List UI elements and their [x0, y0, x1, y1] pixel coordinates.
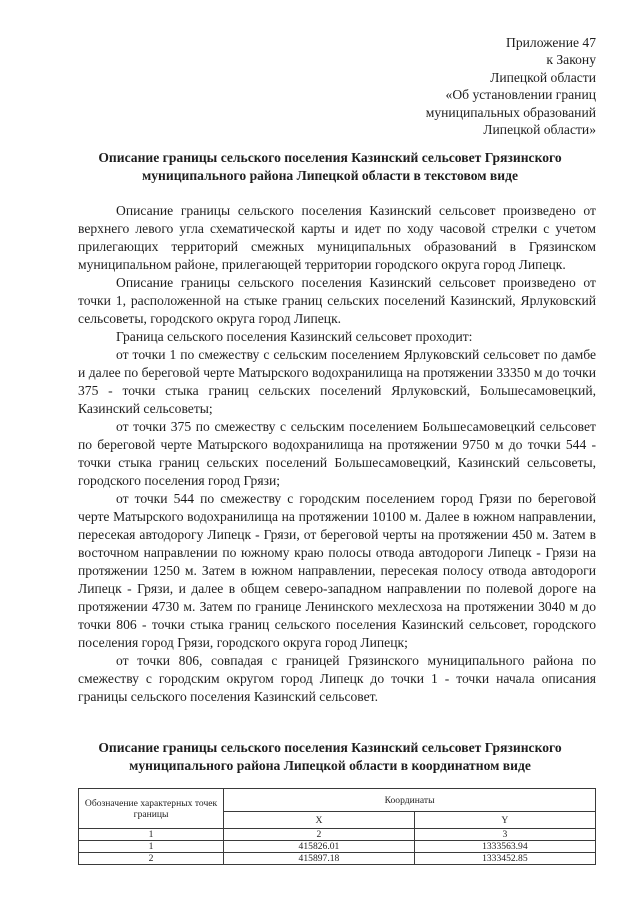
x-cell: 415897.18 [224, 853, 415, 865]
y-cell: 1333563.94 [414, 841, 595, 853]
title-line: муниципального района Липецкой области в текстовом виде [141, 168, 519, 183]
paragraph: от точки 375 по смежеству с сельским поселением Большесамовецкий сельсовет по береговой черте Матырского водохранилища на протяжении 9750 м до точки 544 - точки стыка границ сельских поселений Большесамовецкий, Казинский сельсоветы, городского поселения город Грязи; [78, 419, 596, 488]
column-number: 2 [224, 829, 415, 841]
appendix-header [336, 34, 596, 138]
title-line: муниципального района Липецкой области в координатном виде [129, 758, 531, 773]
paragraph: Граница сельского поселения Казинский сельсовет проходит: [116, 329, 473, 344]
y-column-header: Y [414, 812, 595, 829]
appendix-line: Приложение 47 [506, 35, 596, 50]
column-number: 1 [79, 829, 224, 841]
coordinates-table [78, 788, 596, 865]
appendix-line: Липецкой области» [483, 122, 596, 138]
title-line: Описание границы сельского поселения Казинский сельсовет Грязинского [98, 740, 562, 755]
table-row [79, 853, 596, 865]
column-number-row [79, 829, 596, 841]
coordinates-column-header: Координаты [224, 789, 596, 812]
text-description-title [60, 149, 600, 185]
appendix-line: муниципальных образований [425, 104, 596, 120]
paragraph: от точки 806, совпадая с границей Грязинского муниципального района по смежеству с городским округом город Липецк до точки 1 - точки начала описания границы сельского поселения Казинский сельсовет. [78, 653, 596, 704]
point-cell: 1 [79, 841, 224, 853]
title-line: Описание границы сельского поселения Казинский сельсовет Грязинского [98, 150, 562, 165]
y-cell: 1333452.85 [414, 853, 595, 865]
table-row [79, 841, 596, 853]
appendix-line: «Об установлении границ [445, 87, 596, 103]
point-column-header: Обозначение характерных точек границы [79, 789, 224, 829]
x-column-header: X [224, 812, 415, 829]
paragraph: Описание границы сельского поселения Казинский сельсовет произведено от верхнего левого угла схематической карты и идет по ходу часовой стрелки с учетом прилегающих территорий смежных муниципальных образований в Грязинском муниципальном районе, прилегающей территории городского округа город Липецк. [78, 203, 596, 272]
paragraph: от точки 544 по смежеству с городским поселением город Грязи по береговой черте Матырского водохранилища на протяжении 10100 м. Далее в южном направлении, пересекая автодорогу Липецк - Грязи, от береговой черты на протяжении 450 м. Затем в восточном направлении по южному краю полосы отвода автодороги Липецк - Грязи на протяжении 1250 м. Затем в южном направлении, пересекая полосу отвода автодороги Липецк - Грязи, и далее в общем северо-западном направлении по полевой дороге на протяжении 4730 м. Затем по границе Ленинского мехлесхоза на протяжении 3040 м до точки 806 - точки стыка границ сельского поселения Казинский сельсовет, городского поселения город Грязи, городского округа город Липецк; [78, 491, 596, 650]
paragraph: Описание границы сельского поселения Казинский сельсовет произведено от точки 1, расположенной на стыке границ сельских поселений Казинский, Ярлуковский сельсоветы, городского округа город Липецк. [78, 275, 596, 326]
paragraph: от точки 1 по смежеству с сельским поселением Ярлуковский сельсовет по дамбе и далее по береговой черте Матырского водохранилища на протяжении 33350 м до точки 375 - точки стыка границ сельских поселений Ярлуковский, Большесамовецкий, Казинский сельсоветы; [78, 347, 596, 416]
appendix-line: к Закону [546, 52, 596, 68]
column-number: 3 [414, 829, 595, 841]
boundary-description-body [78, 202, 596, 706]
x-cell: 415826.01 [224, 841, 415, 853]
coordinate-description-title [60, 739, 600, 775]
point-cell: 2 [79, 853, 224, 865]
appendix-line: Липецкой области [490, 69, 596, 85]
